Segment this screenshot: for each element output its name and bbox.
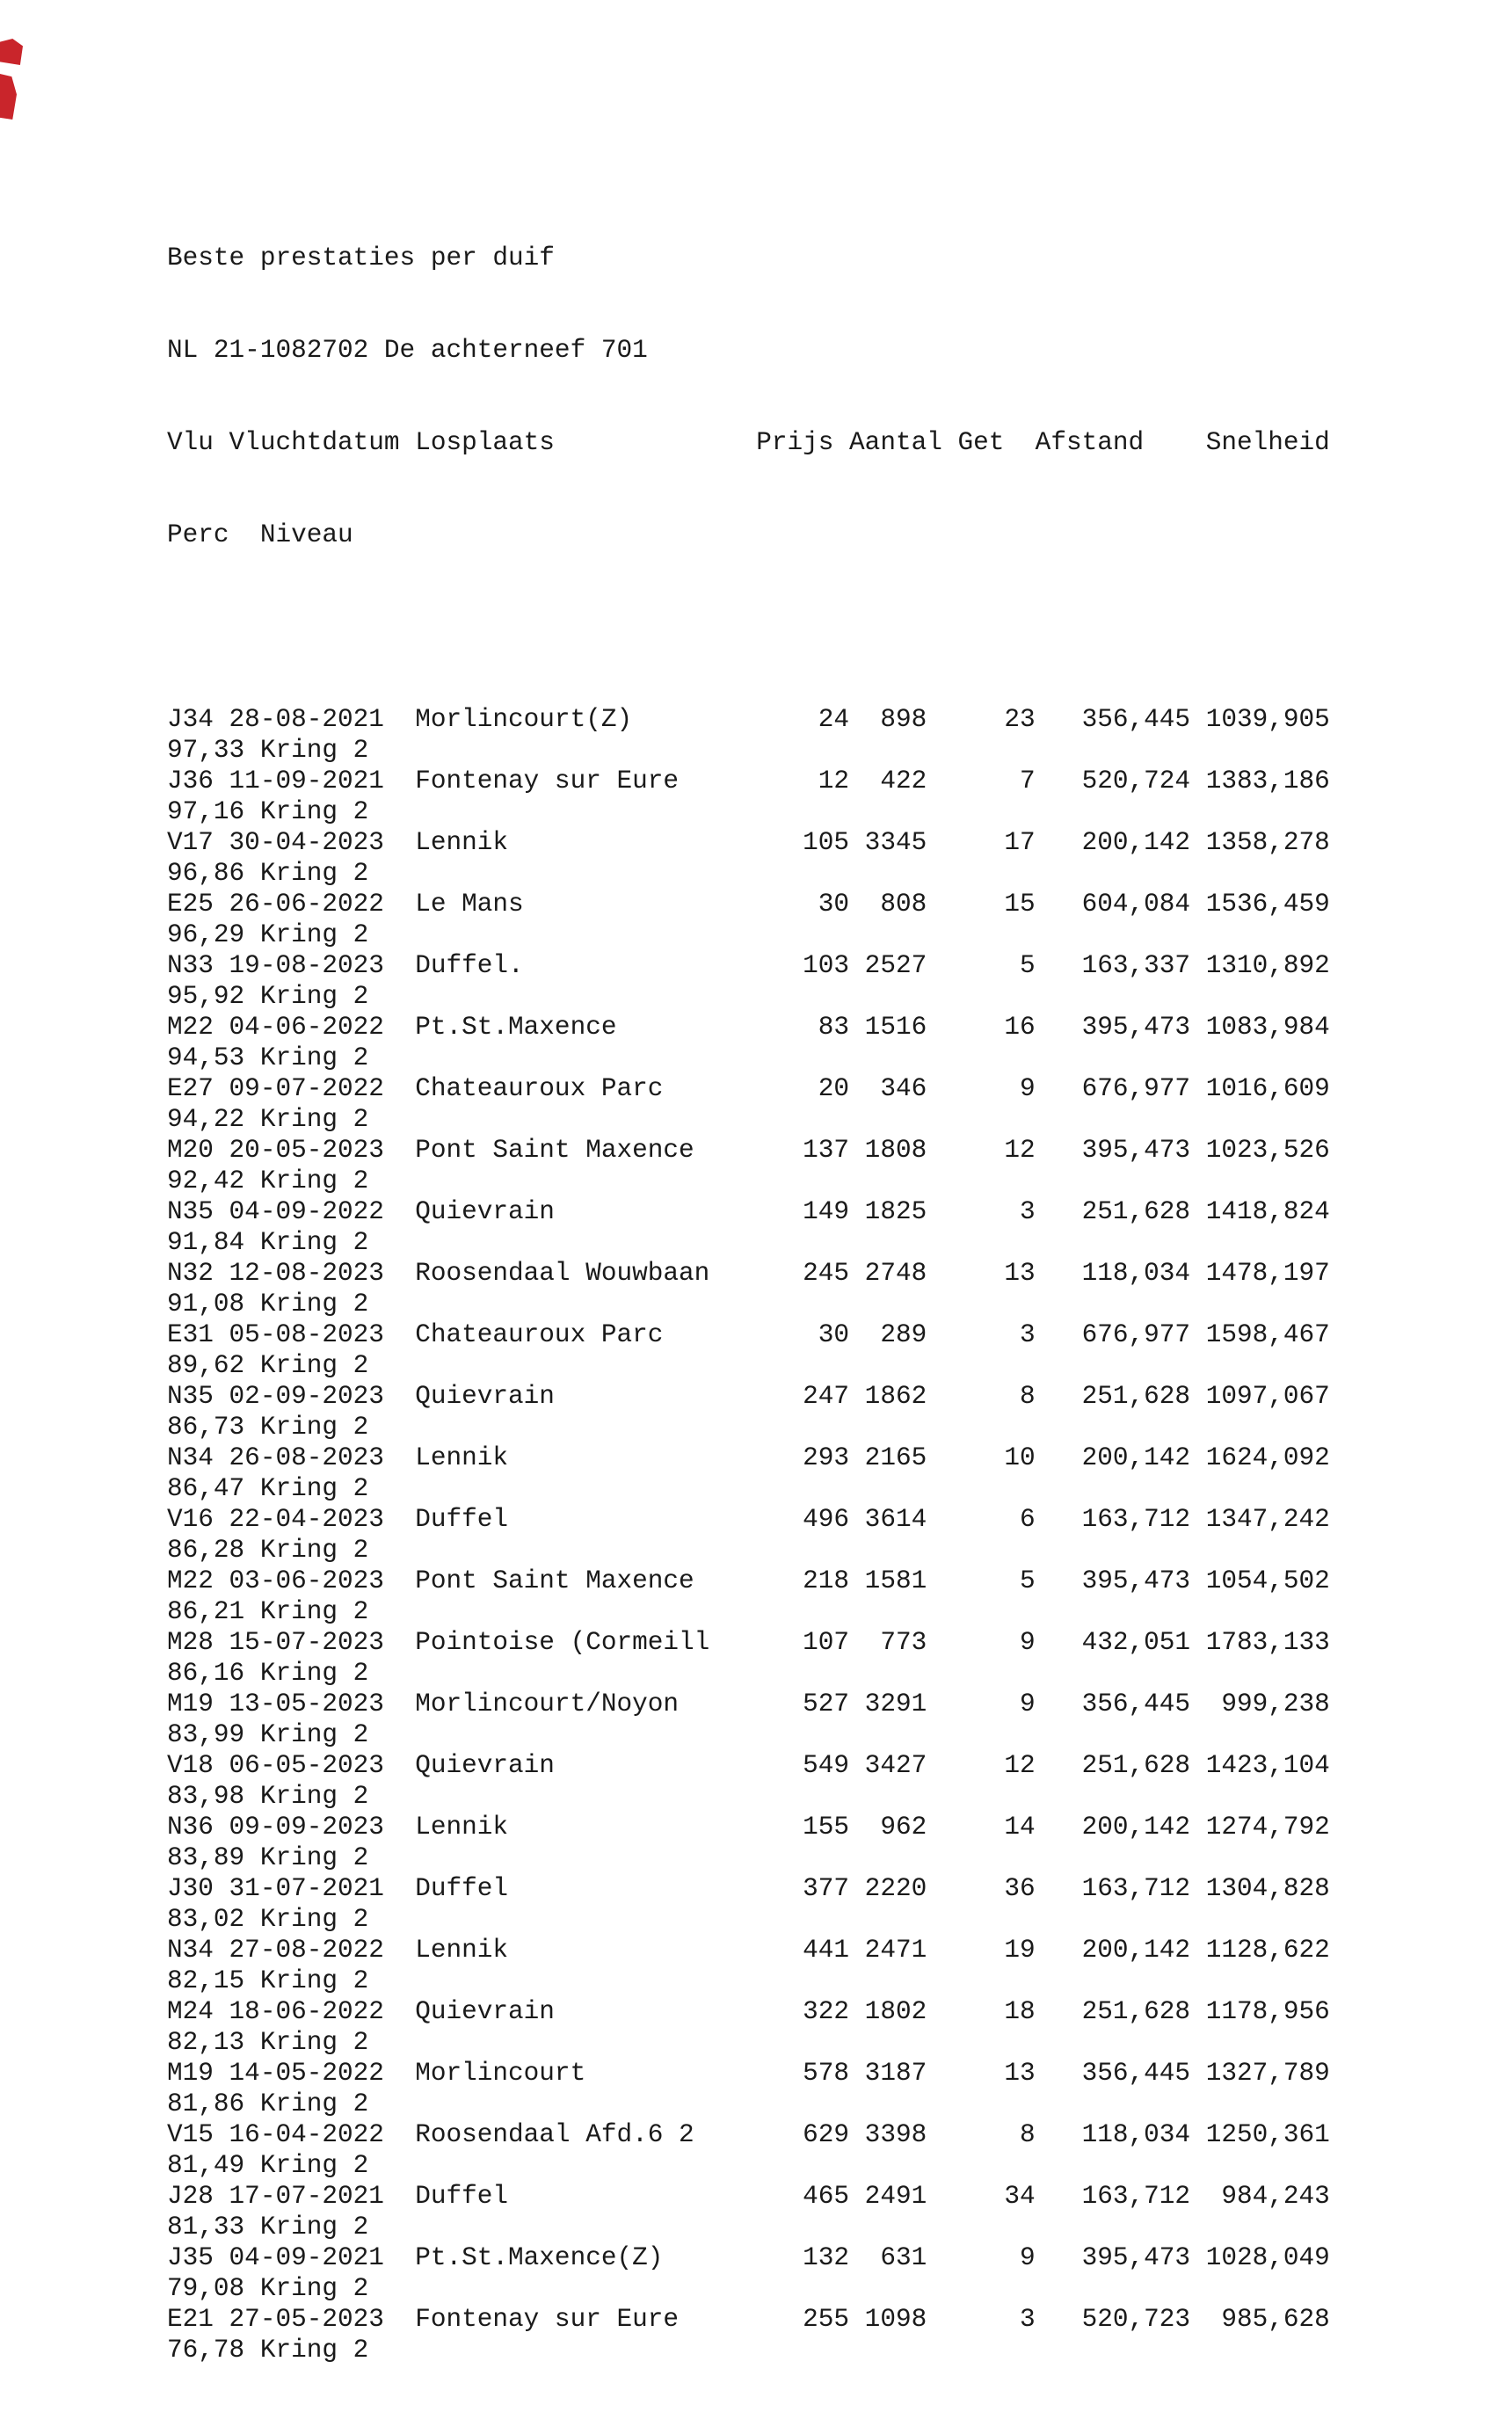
result-perc-line: 86,28 Kring 2	[167, 1536, 369, 1565]
result-main-line: J34 28-08-2021 Morlincourt(Z) 24 898 23 356,445 1039,905	[167, 705, 1330, 734]
result-perc-line: 83,89 Kring 2	[167, 1843, 369, 1872]
result-perc-line: 94,22 Kring 2	[167, 1105, 369, 1134]
result-main-line: M19 13-05-2023 Morlincourt/Noyon 527 3291 9 356,445 999,238	[167, 1689, 1330, 1719]
result-perc-line: 97,16 Kring 2	[167, 797, 369, 826]
result-perc-line: 82,15 Kring 2	[167, 1966, 369, 1995]
result-perc-line: 96,29 Kring 2	[167, 920, 369, 949]
column-header-line-2: Perc Niveau	[167, 520, 353, 549]
result-main-line: N36 09-09-2023 Lennik 155 962 14 200,142 1274,792	[167, 1813, 1330, 1842]
result-main-line: E21 27-05-2023 Fontenay sur Eure 255 1098 3 520,723 985,628	[167, 2305, 1330, 2334]
result-perc-line: 96,86 Kring 2	[167, 859, 369, 888]
result-perc-line: 81,49 Kring 2	[167, 2151, 369, 2180]
result-perc-line: 91,84 Kring 2	[167, 1228, 369, 1257]
result-main-line: J36 11-09-2021 Fontenay sur Eure 12 422 7 520,724 1383,186	[167, 767, 1330, 796]
result-main-line: M22 04-06-2022 Pt.St.Maxence 83 1516 16 395,473 1083,984	[167, 1013, 1330, 1042]
result-main-line: M19 14-05-2022 Morlincourt 578 3187 13 356,445 1327,789	[167, 2059, 1330, 2088]
result-perc-line: 76,78 Kring 2	[167, 2336, 369, 2365]
result-main-line: M28 15-07-2023 Pointoise (Cormeill 107 773 9 432,051 1783,133	[167, 1628, 1330, 1657]
column-header-line-1: Vlu Vluchtdatum Losplaats Prijs Aantal Get Afstand Snelheid	[167, 428, 1330, 457]
result-perc-line: 92,42 Kring 2	[167, 1166, 369, 1195]
result-perc-line: 86,73 Kring 2	[167, 1413, 369, 1442]
result-main-line: V15 16-04-2022 Roosendaal Afd.6 2 629 3398 8 118,034 1250,361	[167, 2120, 1330, 2149]
result-main-line: J30 31-07-2021 Duffel 377 2220 36 163,712 1304,828	[167, 1874, 1330, 1903]
result-perc-line: 86,21 Kring 2	[167, 1597, 369, 1626]
results-table	[167, 704, 1330, 2365]
result-main-line: V16 22-04-2023 Duffel 496 3614 6 163,712 1347,242	[167, 1505, 1330, 1534]
result-perc-line: 81,33 Kring 2	[167, 2213, 369, 2242]
result-main-line: M22 03-06-2023 Pont Saint Maxence 218 1581 5 395,473 1054,502	[167, 1566, 1330, 1595]
result-perc-line: 82,13 Kring 2	[167, 2028, 369, 2057]
result-main-line: E31 05-08-2023 Chateauroux Parc 30 289 3 676,977 1598,467	[167, 1320, 1330, 1349]
result-main-line: N35 04-09-2022 Quievrain 149 1825 3 251,628 1418,824	[167, 1197, 1330, 1226]
result-main-line: E25 26-06-2022 Le Mans 30 808 15 604,084 1536,459	[167, 890, 1330, 919]
result-main-line: N32 12-08-2023 Roosendaal Wouwbaan 245 2748 13 118,034 1478,197	[167, 1259, 1330, 1288]
result-main-line: V18 06-05-2023 Quievrain 549 3427 12 251,628 1423,104	[167, 1751, 1330, 1780]
result-main-line: N33 19-08-2023 Duffel. 103 2527 5 163,337 1310,892	[167, 951, 1330, 980]
report-title: Beste prestaties per duif	[167, 243, 555, 272]
result-main-line: N35 02-09-2023 Quievrain 247 1862 8 251,628 1097,067	[167, 1382, 1330, 1411]
result-perc-line: 97,33 Kring 2	[167, 736, 369, 765]
result-perc-line: 89,62 Kring 2	[167, 1351, 369, 1380]
result-perc-line: 83,98 Kring 2	[167, 1782, 369, 1811]
result-perc-line: 95,92 Kring 2	[167, 982, 369, 1011]
result-perc-line: 91,08 Kring 2	[167, 1290, 369, 1319]
report-text-block	[167, 181, 1330, 2427]
result-main-line: N34 26-08-2023 Lennik 293 2165 10 200,142 1624,092	[167, 1443, 1330, 1472]
result-perc-line: 83,99 Kring 2	[167, 1720, 369, 1749]
result-perc-line: 86,16 Kring 2	[167, 1659, 369, 1688]
pigeon-id-line: NL 21-1082702 De achterneef 701	[167, 336, 648, 365]
result-main-line: M20 20-05-2023 Pont Saint Maxence 137 1808 12 395,473 1023,526	[167, 1136, 1330, 1165]
red-ink-edge-mark-top	[0, 39, 23, 65]
result-perc-line: 94,53 Kring 2	[167, 1043, 369, 1072]
result-main-line: N34 27-08-2022 Lennik 441 2471 19 200,142 1128,622	[167, 1936, 1330, 1965]
blank-line	[167, 612, 1330, 643]
result-perc-line: 83,02 Kring 2	[167, 1905, 369, 1934]
red-ink-edge-mark-bottom	[0, 74, 17, 120]
result-perc-line: 81,86 Kring 2	[167, 2089, 369, 2118]
result-main-line: J35 04-09-2021 Pt.St.Maxence(Z) 132 631 9 395,473 1028,049	[167, 2243, 1330, 2272]
result-main-line: E27 09-07-2022 Chateauroux Parc 20 346 9 676,977 1016,609	[167, 1074, 1330, 1103]
result-perc-line: 79,08 Kring 2	[167, 2274, 369, 2303]
result-main-line: V17 30-04-2023 Lennik 105 3345 17 200,142 1358,278	[167, 828, 1330, 857]
result-perc-line: 86,47 Kring 2	[167, 1474, 369, 1503]
result-main-line: M24 18-06-2022 Quievrain 322 1802 18 251,628 1178,956	[167, 1997, 1330, 2026]
result-main-line: J28 17-07-2021 Duffel 465 2491 34 163,712 984,243	[167, 2182, 1330, 2211]
